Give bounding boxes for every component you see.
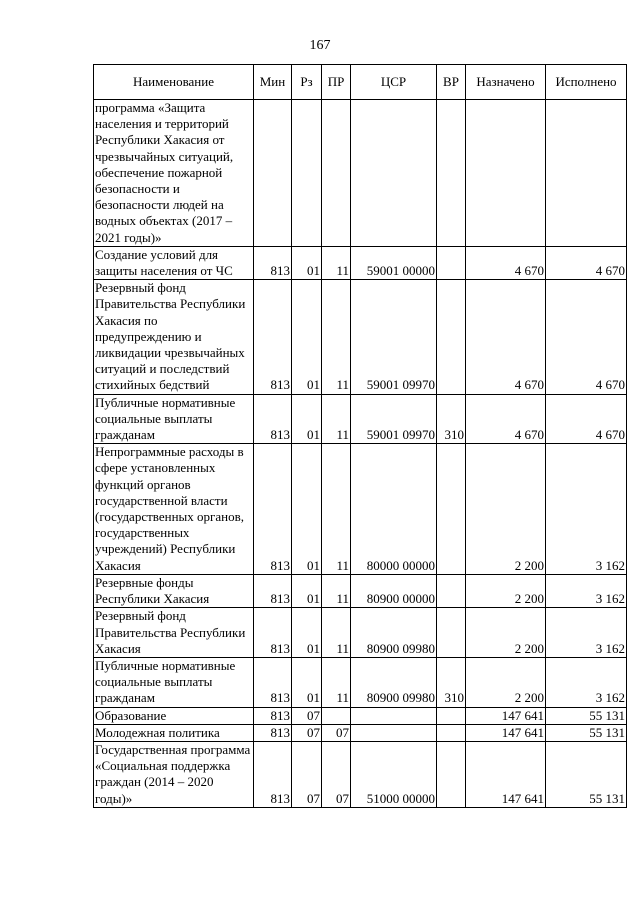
cell-min: 813 [254, 707, 292, 724]
cell-vr: 310 [437, 394, 466, 444]
cell-vr [437, 246, 466, 279]
table-header-row [94, 65, 627, 100]
header-name: Наименование [94, 65, 254, 100]
header-csr: ЦСР [351, 65, 437, 100]
cell-ispolneno: 55 131 [546, 707, 627, 724]
cell-vr [437, 280, 466, 394]
cell-pr: 11 [322, 608, 351, 658]
cell-rz: 01 [292, 246, 322, 279]
cell-min: 813 [254, 608, 292, 658]
cell-pr [322, 100, 351, 247]
cell-rz: 01 [292, 444, 322, 575]
cell-csr: 51000 00000 [351, 741, 437, 807]
cell-min: 813 [254, 724, 292, 741]
cell-name: Публичные нормативные социальные выплаты гражданам [94, 657, 254, 707]
cell-rz: 01 [292, 574, 322, 607]
cell-name: Государственная программа «Социальная поддержка граждан (2014 – 2020 годы)» [94, 741, 254, 807]
page-number: 167 [309, 38, 331, 53]
header-naznacheno: Назначено [466, 65, 546, 100]
cell-naznacheno: 2 200 [466, 574, 546, 607]
cell-csr: 80900 09980 [351, 657, 437, 707]
cell-csr: 80900 00000 [351, 574, 437, 607]
cell-pr [322, 707, 351, 724]
cell-ispolneno [546, 100, 627, 247]
table-row [94, 280, 627, 394]
cell-vr [437, 707, 466, 724]
cell-min: 813 [254, 741, 292, 807]
cell-rz: 01 [292, 657, 322, 707]
cell-naznacheno: 4 670 [466, 394, 546, 444]
cell-naznacheno: 2 200 [466, 608, 546, 658]
cell-csr: 59001 09970 [351, 280, 437, 394]
cell-rz: 01 [292, 608, 322, 658]
table-row [94, 394, 627, 444]
table-row [94, 100, 627, 247]
header-vr: ВР [437, 65, 466, 100]
cell-naznacheno: 4 670 [466, 280, 546, 394]
cell-csr: 80000 00000 [351, 444, 437, 575]
table-row [94, 246, 627, 279]
cell-min: 813 [254, 444, 292, 575]
cell-min: 813 [254, 657, 292, 707]
cell-csr: 59001 00000 [351, 246, 437, 279]
cell-ispolneno: 55 131 [546, 741, 627, 807]
cell-rz: 07 [292, 724, 322, 741]
cell-vr [437, 608, 466, 658]
cell-csr [351, 100, 437, 247]
cell-rz: 01 [292, 280, 322, 394]
cell-min: 813 [254, 280, 292, 394]
cell-naznacheno: 4 670 [466, 246, 546, 279]
cell-vr [437, 741, 466, 807]
cell-name: программа «Защита населения и территорий Республики Хакасия от чрезвычайных ситуаций, обеспечение пожарной безопасности и безопасности людей на водных объектах (2017 – 2021 годы)» [94, 100, 254, 247]
cell-csr: 80900 09980 [351, 608, 437, 658]
table-row [94, 444, 627, 575]
cell-pr: 11 [322, 444, 351, 575]
table-row [94, 657, 627, 707]
cell-name: Резервный фонд Правительства Республики Хакасия [94, 608, 254, 658]
budget-table [93, 64, 627, 808]
header-rz: Рз [292, 65, 322, 100]
cell-naznacheno: 2 200 [466, 657, 546, 707]
table-row [94, 707, 627, 724]
header-pr: ПР [322, 65, 351, 100]
table-row [94, 724, 627, 741]
cell-vr [437, 724, 466, 741]
cell-name: Непрограммные расходы в сфере установленных функций органов государственной власти (государственных органов, государственных учреждений) Республики Хакасия [94, 444, 254, 575]
cell-ispolneno: 3 162 [546, 608, 627, 658]
cell-min [254, 100, 292, 247]
cell-name: Создание условий для защиты населения от ЧС [94, 246, 254, 279]
cell-ispolneno: 4 670 [546, 280, 627, 394]
cell-vr [437, 574, 466, 607]
cell-ispolneno: 3 162 [546, 574, 627, 607]
cell-name: Резервные фонды Республики Хакасия [94, 574, 254, 607]
cell-naznacheno: 147 641 [466, 741, 546, 807]
cell-pr: 11 [322, 657, 351, 707]
cell-csr: 59001 09970 [351, 394, 437, 444]
cell-ispolneno: 3 162 [546, 657, 627, 707]
cell-naznacheno [466, 100, 546, 247]
cell-min: 813 [254, 246, 292, 279]
cell-name: Молодежная политика [94, 724, 254, 741]
cell-pr: 11 [322, 246, 351, 279]
cell-pr: 11 [322, 574, 351, 607]
cell-name: Образование [94, 707, 254, 724]
cell-ispolneno: 3 162 [546, 444, 627, 575]
cell-rz: 07 [292, 707, 322, 724]
cell-min: 813 [254, 574, 292, 607]
cell-ispolneno: 4 670 [546, 394, 627, 444]
header-min: Мин [254, 65, 292, 100]
table-row [94, 608, 627, 658]
cell-pr: 11 [322, 280, 351, 394]
table-row [94, 741, 627, 807]
cell-pr: 07 [322, 724, 351, 741]
cell-vr: 310 [437, 657, 466, 707]
header-ispolneno: Исполнено [546, 65, 627, 100]
cell-csr [351, 724, 437, 741]
cell-pr: 11 [322, 394, 351, 444]
cell-pr: 07 [322, 741, 351, 807]
cell-vr [437, 100, 466, 247]
cell-csr [351, 707, 437, 724]
cell-vr [437, 444, 466, 575]
cell-ispolneno: 4 670 [546, 246, 627, 279]
cell-naznacheno: 147 641 [466, 707, 546, 724]
cell-naznacheno: 147 641 [466, 724, 546, 741]
cell-name: Резервный фонд Правительства Республики Хакасия по предупреждению и ликвидации чрезвычайных ситуаций и последствий стихийных бедствий [94, 280, 254, 394]
cell-min: 813 [254, 394, 292, 444]
cell-rz: 01 [292, 394, 322, 444]
cell-rz: 07 [292, 741, 322, 807]
cell-rz [292, 100, 322, 247]
table-row [94, 574, 627, 607]
cell-naznacheno: 2 200 [466, 444, 546, 575]
cell-ispolneno: 55 131 [546, 724, 627, 741]
cell-name: Публичные нормативные социальные выплаты гражданам [94, 394, 254, 444]
